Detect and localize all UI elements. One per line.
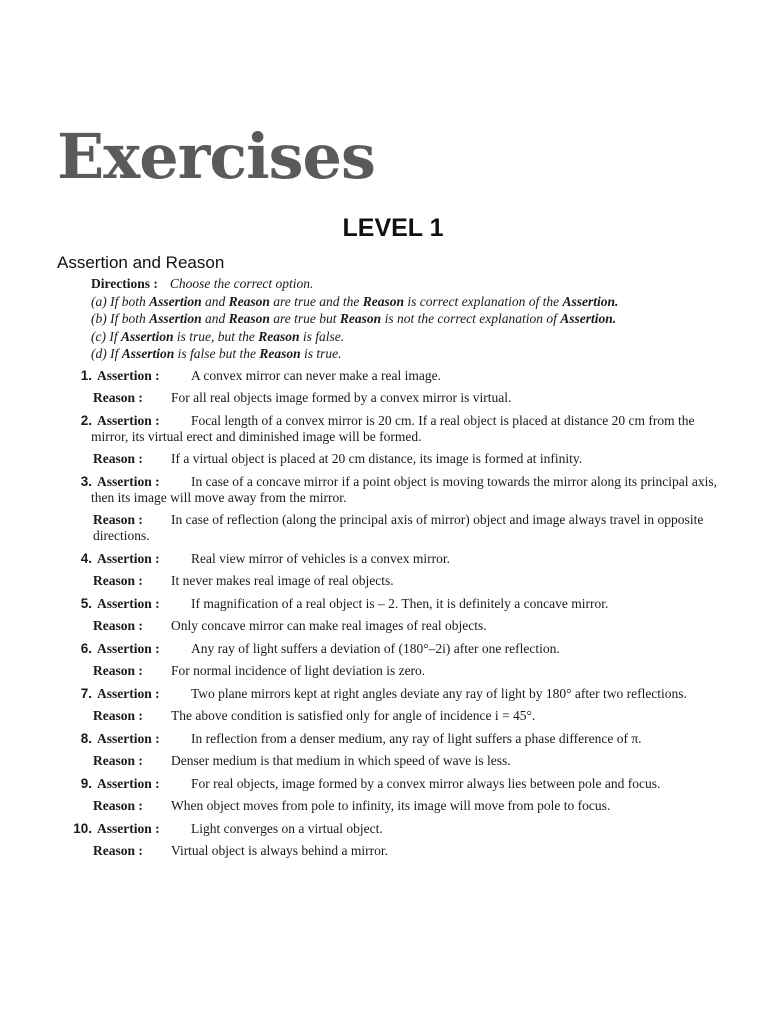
question-item xyxy=(58,368,718,406)
option-text: is true, but the xyxy=(173,328,259,344)
directions-label: Directions : xyxy=(91,276,158,291)
question-number: 6. xyxy=(80,641,92,656)
question-number: 7. xyxy=(80,686,92,701)
assertion-text xyxy=(91,821,718,837)
assertion-value: Focal length of a convex mirror is 20 cm. If a real object is placed at distance 20 cm from the mirror, its virtual erect and diminished image will be formed. xyxy=(91,413,695,444)
question-number: 9. xyxy=(80,776,92,791)
option-text: is false but the xyxy=(174,346,260,361)
reason-value: Denser medium is that medium in which speed of wave is less. xyxy=(171,753,511,768)
option-keyword: Reason xyxy=(228,293,270,309)
option-text: is not the correct explanation of xyxy=(381,311,561,326)
question-item xyxy=(58,544,718,589)
option-keyword: Assertion xyxy=(149,311,202,326)
option-keyword: Assertion. xyxy=(560,311,617,326)
option-keyword: Reason xyxy=(339,311,382,326)
reason-label: Reason : xyxy=(93,798,143,813)
reason-value: In case of reflection (along the principal axis of mirror) object and image always travel in opposite directions. xyxy=(93,512,704,543)
reason-label: Reason : xyxy=(93,663,143,678)
assertion-label: Assertion : xyxy=(97,821,160,836)
option-item xyxy=(91,310,731,328)
assertion-text xyxy=(91,641,718,657)
option-item xyxy=(91,328,731,346)
option-text: If xyxy=(109,328,121,344)
assertion-text xyxy=(91,551,718,567)
option-keyword: Reason xyxy=(362,293,405,309)
option-keyword: Assertion. xyxy=(562,293,619,309)
reason-value: Virtual object is always behind a mirror. xyxy=(171,843,389,858)
option-text: and xyxy=(201,311,229,326)
assertion-text xyxy=(91,686,718,702)
reason-label: Reason : xyxy=(93,573,143,588)
reason-text xyxy=(58,512,718,544)
assertion-label: Assertion : xyxy=(97,641,160,656)
reason-label: Reason : xyxy=(93,512,143,527)
option-text: If both xyxy=(110,293,150,309)
option-text: are true and the xyxy=(269,293,363,309)
assertion-value: In reflection from a denser medium, any ray of light suffers a phase difference of π. xyxy=(191,731,642,746)
option-keyword: Assertion xyxy=(149,293,202,309)
assertion-value: A convex mirror can never make a real image. xyxy=(191,368,442,383)
reason-text xyxy=(58,663,718,679)
assertion-value: Light converges on a virtual object. xyxy=(191,821,383,836)
directions-block xyxy=(91,275,731,363)
question-item xyxy=(58,814,718,859)
question-item xyxy=(58,679,718,724)
option-text: If both xyxy=(110,311,150,326)
option-text: If xyxy=(110,346,122,361)
reason-label: Reason : xyxy=(93,618,143,633)
assertion-value: If magnification of a real object is – 2. Then, it is definitely a concave mirror. xyxy=(191,596,609,611)
question-number: 5. xyxy=(80,596,92,611)
question-item xyxy=(58,724,718,769)
option-text: is correct explanation of the xyxy=(404,293,563,309)
question-item xyxy=(58,467,718,544)
reason-value: For all real objects image formed by a convex mirror is virtual. xyxy=(171,390,512,405)
assertion-text xyxy=(91,413,718,445)
option-prefix: (b) xyxy=(91,311,111,326)
option-item xyxy=(91,293,731,311)
question-item xyxy=(58,769,718,814)
reason-value: If a virtual object is placed at 20 cm distance, its image is formed at infinity. xyxy=(171,451,583,466)
question-number: 4. xyxy=(80,551,92,566)
reason-text xyxy=(58,843,718,859)
assertion-value: Real view mirror of vehicles is a convex mirror. xyxy=(191,551,451,566)
option-keyword: Reason xyxy=(259,346,301,361)
reason-value: For normal incidence of light deviation is zero. xyxy=(171,663,426,678)
reason-text xyxy=(58,798,718,814)
assertion-value: For real objects, image formed by a convex mirror always lies between pole and focus. xyxy=(191,776,661,791)
assertion-label: Assertion : xyxy=(97,551,160,566)
assertion-label: Assertion : xyxy=(97,413,160,428)
reason-text xyxy=(58,708,718,724)
option-prefix: (c) xyxy=(91,328,110,344)
question-number: 3. xyxy=(80,474,92,489)
assertion-value: Any ray of light suffers a deviation of (180°–2i) after one reflection. xyxy=(191,641,560,656)
options-list xyxy=(91,293,731,363)
question-item xyxy=(58,406,718,467)
section-heading: Assertion and Reason xyxy=(57,253,225,272)
option-text: are true but xyxy=(269,311,340,326)
question-item xyxy=(58,589,718,634)
option-prefix: (d) xyxy=(91,346,111,361)
reason-value: It never makes real image of real objects. xyxy=(171,573,394,588)
level-heading: LEVEL 1 xyxy=(342,214,444,242)
option-keyword: Reason xyxy=(258,328,300,344)
assertion-text xyxy=(91,596,718,612)
assertion-text xyxy=(91,368,718,384)
reason-value: When object moves from pole to infinity, its image will move from pole to focus. xyxy=(171,798,611,813)
option-item xyxy=(91,345,731,363)
question-number: 10. xyxy=(73,821,92,836)
directions-text: Choose the correct option. xyxy=(169,276,314,291)
assertion-value: In case of a concave mirror if a point object is moving towards the mirror along its principal axis, then its image will move away from the mirror. xyxy=(91,474,717,505)
reason-value: The above condition is satisfied only for angle of incidence i = 45°. xyxy=(171,708,536,723)
reason-text xyxy=(58,753,718,769)
option-prefix: (a) xyxy=(91,293,111,309)
assertion-label: Assertion : xyxy=(97,596,160,611)
reason-label: Reason : xyxy=(93,451,143,466)
option-keyword: Reason xyxy=(228,311,270,326)
option-keyword: Assertion xyxy=(121,346,175,361)
question-item xyxy=(58,634,718,679)
assertion-label: Assertion : xyxy=(97,368,160,383)
option-text: and xyxy=(201,293,229,309)
assertion-label: Assertion : xyxy=(97,686,160,701)
reason-value: Only concave mirror can make real images of real objects. xyxy=(171,618,487,633)
reason-text xyxy=(58,451,718,467)
assertion-text xyxy=(91,731,718,747)
page-title: Exercises xyxy=(57,120,375,193)
reason-label: Reason : xyxy=(93,843,143,858)
reason-label: Reason : xyxy=(93,390,143,405)
assertion-label: Assertion : xyxy=(97,474,160,489)
assertion-text xyxy=(91,776,718,792)
reason-text xyxy=(58,390,718,406)
reason-text xyxy=(58,573,718,589)
option-keyword: Assertion xyxy=(120,328,174,344)
assertion-text xyxy=(91,474,718,506)
assertion-label: Assertion : xyxy=(97,731,160,746)
assertion-value: Two plane mirrors kept at right angles deviate any ray of light by 180° after two reflections. xyxy=(191,686,687,701)
option-text: is false. xyxy=(299,328,345,344)
reason-label: Reason : xyxy=(93,753,143,768)
option-text: is true. xyxy=(300,346,342,361)
question-number: 8. xyxy=(80,731,92,746)
reason-text xyxy=(58,618,718,634)
question-number: 1. xyxy=(80,368,92,383)
directions-line xyxy=(91,275,731,293)
question-number: 2. xyxy=(80,413,92,428)
reason-label: Reason : xyxy=(93,708,143,723)
assertion-label: Assertion : xyxy=(97,776,160,791)
questions-list xyxy=(58,368,718,859)
